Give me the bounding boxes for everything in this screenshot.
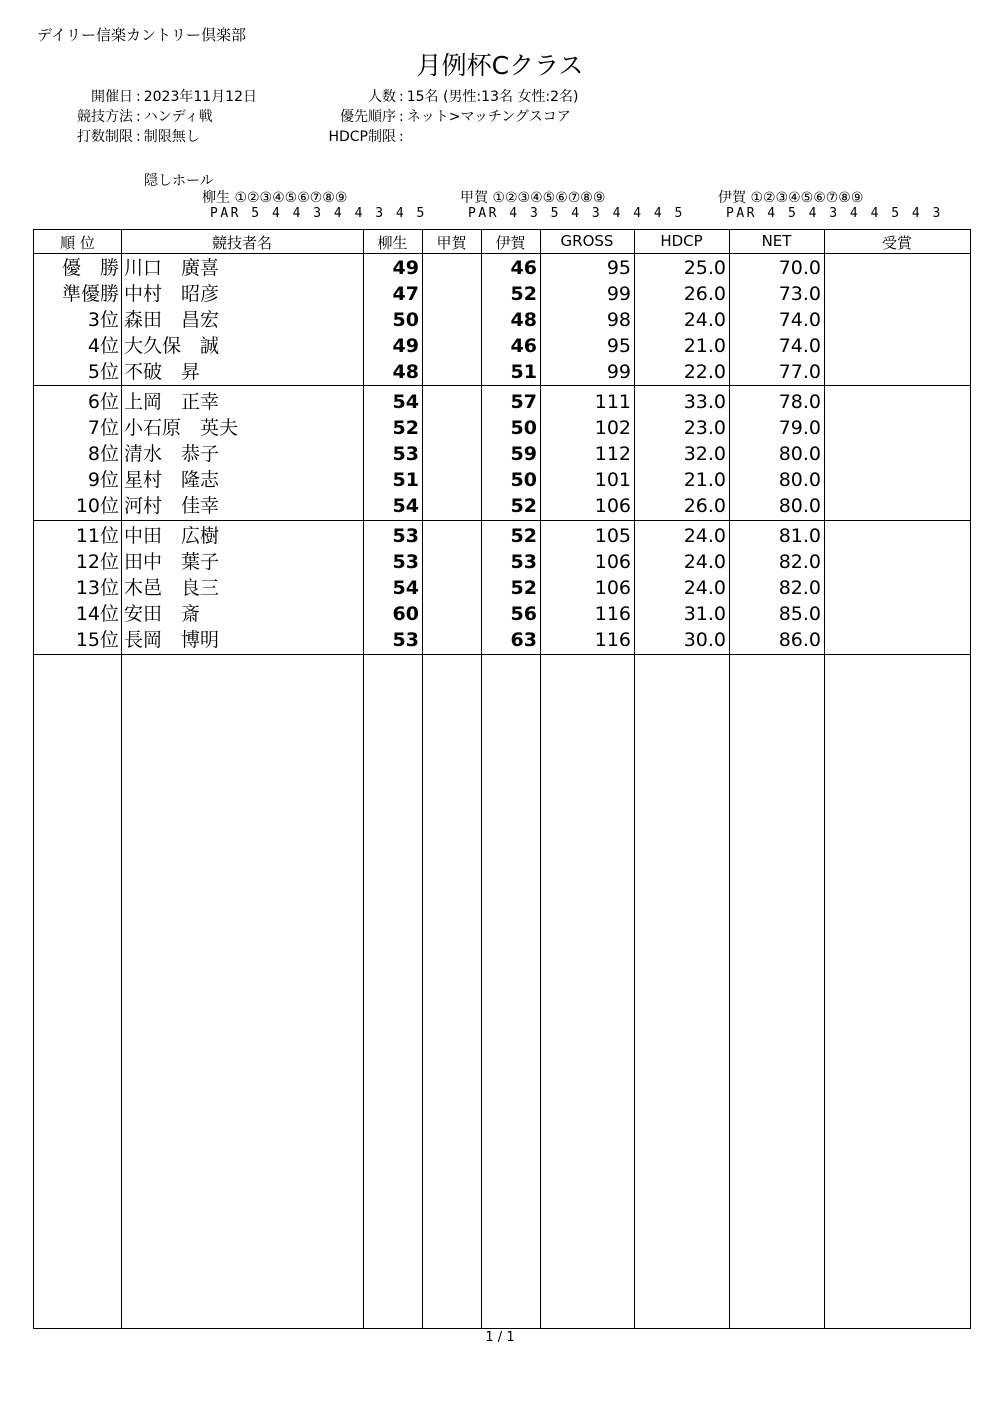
cell-rank: 6位 [87,391,119,413]
cell-hdcp: 24.0 [683,577,726,599]
course-name: 甲賀 [460,190,488,206]
table-row [34,575,970,601]
cell-gross: 116 [594,603,631,625]
header-name: 競技者名 [211,234,272,252]
cell-gross: 105 [594,525,631,547]
cell-award [827,441,967,467]
cell-gross: 106 [594,551,631,573]
cell-award [827,549,967,575]
course-name: 伊賀 [718,190,746,206]
cell-name: 長岡 博明 [124,629,220,651]
cell-iga: 51 [510,361,537,383]
cell-rank: 11位 [75,525,119,547]
cell-yagyu: 54 [392,391,419,413]
cell-gross: 95 [606,335,631,357]
course-koka-holes [460,187,605,207]
cell-net: 82.0 [778,577,821,599]
cell-koka [422,601,478,627]
cell-gross: 95 [606,257,631,279]
course-koka-par: PAR 4 3 5 4 3 4 4 4 5 [468,206,685,221]
header-koka: 甲賀 [436,234,467,252]
cell-iga: 52 [510,283,537,305]
meta-method-label: 競技方法 [77,109,133,125]
club-name: デイリー信楽カントリー倶楽部 [37,26,246,44]
cell-award [827,359,967,385]
cell-net: 79.0 [778,417,821,439]
hole-numbers: ①②③④⑤⑥⑦⑧⑨ [492,190,606,206]
cell-yagyu: 53 [392,525,419,547]
course-iga-par: PAR 4 5 4 3 4 4 5 4 3 [726,206,943,221]
cell-koka [422,441,478,467]
cell-name: 星村 隆志 [124,469,220,491]
meta-method-value: ハンディ戦 [143,109,213,125]
cell-iga: 56 [510,603,537,625]
table-row [34,333,970,359]
meta-count-label: 人数 [368,89,396,105]
cell-koka [422,415,478,441]
cell-award [827,415,967,441]
cell-rank: 10位 [75,495,119,517]
cell-iga: 46 [510,335,537,357]
cell-yagyu: 60 [392,603,419,625]
cell-iga: 50 [510,469,537,491]
cell-koka [422,359,478,385]
cell-net: 82.0 [778,551,821,573]
cell-hdcp: 33.0 [683,391,726,413]
meta-priority: 優先順序 : ネット>マッチングスコア [308,106,571,126]
table-row [34,281,970,307]
table-row [34,493,970,519]
cell-net: 77.0 [778,361,821,383]
cell-yagyu: 47 [392,283,419,305]
cell-koka [422,333,478,359]
cell-award [827,307,967,333]
cell-gross: 112 [594,443,631,465]
table-row [34,359,970,385]
cell-rank: 3位 [87,309,119,331]
cell-name: 田中 葉子 [124,551,220,573]
cell-award [827,255,967,281]
cell-rank: 4位 [87,335,119,357]
cell-iga: 50 [510,417,537,439]
header-iga: 伊賀 [495,234,526,252]
group-divider [34,520,970,521]
cell-rank: 15位 [75,629,119,651]
cell-hdcp: 30.0 [683,629,726,651]
cell-iga: 52 [510,525,537,547]
cell-koka [422,627,478,653]
cell-gross: 116 [594,629,631,651]
cell-iga: 52 [510,577,537,599]
meta-date: 開催日 : 2023年11月12日 [50,86,257,106]
cell-iga: 59 [510,443,537,465]
table-row [34,441,970,467]
cell-iga: 52 [510,495,537,517]
cell-rank: 12位 [75,551,119,573]
cell-hdcp: 21.0 [683,469,726,491]
cell-net: 80.0 [778,469,821,491]
header-gross: GROSS [560,232,614,250]
cell-koka [422,307,478,333]
header-net: NET [761,232,792,250]
cell-yagyu: 51 [392,469,419,491]
cell-gross: 99 [606,283,631,305]
hidden-holes-title: 隠しホール [144,173,214,189]
table-row [34,415,970,441]
page-number: 1 / 1 [485,1330,515,1345]
cell-koka [422,575,478,601]
cell-hdcp: 26.0 [683,495,726,517]
meta-priority-value: ネット>マッチングスコア [406,109,571,125]
cell-award [827,467,967,493]
cell-koka [422,281,478,307]
cell-net: 73.0 [778,283,821,305]
course-yagyu-holes [202,187,347,207]
cell-gross: 106 [594,577,631,599]
cell-yagyu: 54 [392,495,419,517]
cell-koka [422,389,478,415]
cell-hdcp: 31.0 [683,603,726,625]
table-row [34,467,970,493]
cell-net: 80.0 [778,443,821,465]
cell-name: 川口 廣喜 [124,257,220,279]
cell-name: 中田 広樹 [124,525,220,547]
table-row [34,549,970,575]
cell-iga: 53 [510,551,537,573]
cell-iga: 46 [510,257,537,279]
cell-gross: 98 [606,309,631,331]
cell-gross: 101 [594,469,631,491]
cell-yagyu: 53 [392,443,419,465]
header-rank: 順 位 [60,234,95,252]
cell-name: 森田 昌宏 [124,309,220,331]
course-yagyu-par: PAR 5 4 4 3 4 4 3 4 5 [210,206,427,221]
cell-iga: 63 [510,629,537,651]
cell-gross: 99 [606,361,631,383]
cell-award [827,627,967,653]
cell-yagyu: 50 [392,309,419,331]
cell-rank: 14位 [75,603,119,625]
cell-yagyu: 52 [392,417,419,439]
meta-date-value: 2023年11月12日 [143,89,257,105]
meta-strokes-value: 制限無し [143,129,200,145]
meta-count: 人数 : 15名 (男性:13名 女性:2名) [308,86,579,106]
cell-rank: 5位 [87,361,119,383]
cell-iga: 48 [510,309,537,331]
cell-net: 80.0 [778,495,821,517]
cell-rank: 優 勝 [61,257,119,279]
cell-koka [422,255,478,281]
table-row [34,523,970,549]
hole-numbers: ①②③④⑤⑥⑦⑧⑨ [750,190,864,206]
hole-numbers: ①②③④⑤⑥⑦⑧⑨ [234,190,348,206]
cell-hdcp: 25.0 [683,257,726,279]
table-row [34,255,970,281]
cell-rank: 8位 [87,443,119,465]
cell-hdcp: 32.0 [683,443,726,465]
cell-gross: 102 [594,417,631,439]
cell-hdcp: 24.0 [683,525,726,547]
group-divider [34,385,970,386]
table-row [34,601,970,627]
cell-yagyu: 49 [392,335,419,357]
cell-name: 中村 昭彦 [124,283,220,305]
cell-award [827,389,967,415]
cell-award [827,601,967,627]
cell-award [827,281,967,307]
table-row [34,389,970,415]
cell-name: 小石原 英夫 [124,417,239,439]
cell-rank: 準優勝 [61,283,119,305]
cell-name: 大久保 誠 [124,335,220,357]
cell-yagyu: 53 [392,629,419,651]
table-row [34,307,970,333]
cell-koka [422,523,478,549]
cell-name: 安田 斎 [124,603,201,625]
cell-gross: 106 [594,495,631,517]
cell-koka [422,467,478,493]
cell-hdcp: 24.0 [683,551,726,573]
cell-hdcp: 22.0 [683,361,726,383]
meta-method: 競技方法 : ハンディ戦 [50,106,213,126]
cell-net: 86.0 [778,629,821,651]
meta-hdcp: HDCP制限 : [308,126,407,146]
cell-yagyu: 48 [392,361,419,383]
cell-name: 不破 昇 [124,361,201,383]
meta-strokes-label: 打数制限 [77,129,133,145]
cell-hdcp: 26.0 [683,283,726,305]
course-name: 柳生 [202,190,230,206]
cell-yagyu: 49 [392,257,419,279]
cell-award [827,575,967,601]
meta-strokes: 打数制限 : 制限無し [50,126,200,146]
meta-hdcp-label: HDCP制限 [328,129,396,145]
header-divider [34,253,970,254]
cell-award [827,493,967,519]
cell-koka [422,493,478,519]
cell-name: 河村 佳幸 [124,495,220,517]
cell-net: 78.0 [778,391,821,413]
cell-name: 木邑 良三 [124,577,220,599]
table-row [34,627,970,653]
meta-priority-label: 優先順序 [340,109,396,125]
cell-yagyu: 54 [392,577,419,599]
cell-hdcp: 21.0 [683,335,726,357]
cell-award [827,333,967,359]
group-divider [34,654,970,655]
cell-net: 74.0 [778,309,821,331]
cell-net: 70.0 [778,257,821,279]
cell-hdcp: 23.0 [683,417,726,439]
cell-rank: 7位 [87,417,119,439]
cell-net: 85.0 [778,603,821,625]
cell-hdcp: 24.0 [683,309,726,331]
header-hdcp: HDCP [660,232,703,250]
cell-name: 上岡 正幸 [124,391,220,413]
page-title: 月例杯Cクラス [416,51,584,80]
cell-award [827,523,967,549]
cell-gross: 111 [594,391,631,413]
cell-koka [422,549,478,575]
meta-count-value: 15名 (男性:13名 女性:2名) [406,89,579,105]
cell-yagyu: 53 [392,551,419,573]
header-yagyu: 柳生 [377,234,408,252]
cell-net: 81.0 [778,525,821,547]
meta-date-label: 開催日 [91,89,133,105]
cell-iga: 57 [510,391,537,413]
cell-name: 清水 恭子 [124,443,220,465]
cell-net: 74.0 [778,335,821,357]
cell-rank: 13位 [75,577,119,599]
cell-rank: 9位 [87,469,119,491]
header-award: 受賞 [881,234,912,252]
course-iga-holes [718,187,863,207]
results-table [33,229,971,1329]
